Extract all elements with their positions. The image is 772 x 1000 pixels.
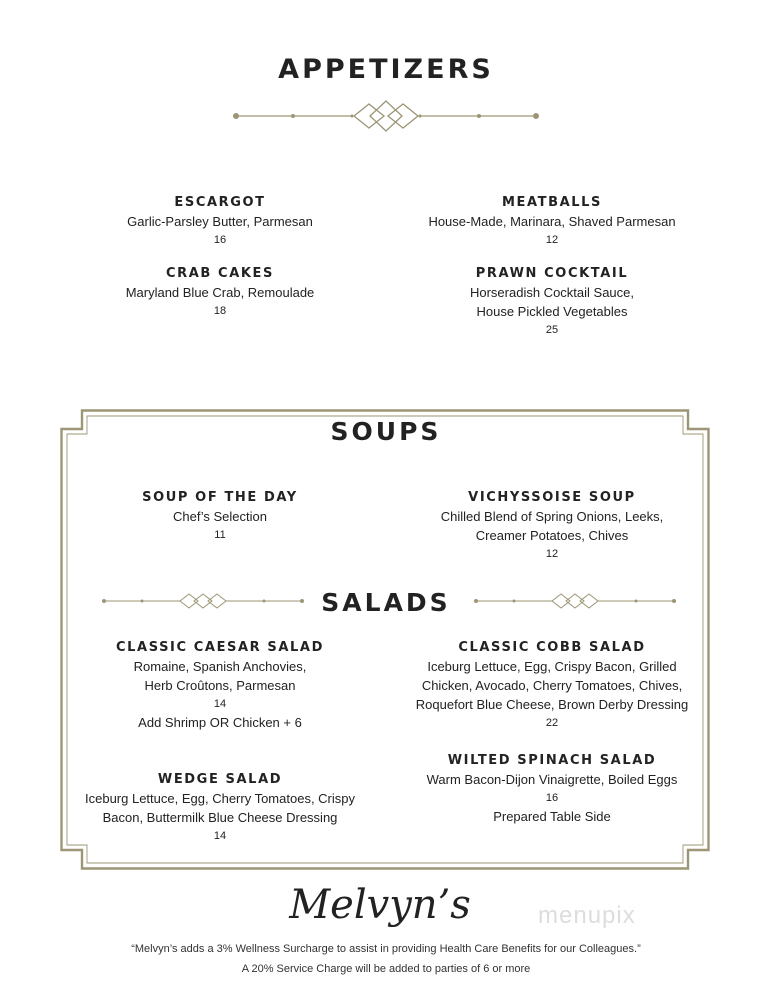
menu-item-vichyssoise-soup — [372, 489, 732, 563]
menu-item-wilted-spinach-salad — [372, 752, 732, 826]
item-price: 14 — [213, 830, 227, 842]
item-description: Chicken, Avocado, Cherry Tomatoes, Chives, — [421, 678, 683, 693]
item-description: Garlic-Parsley Butter, Parmesan — [127, 214, 313, 229]
appetizers-title: APPETIZERS — [278, 54, 494, 85]
item-name: CRAB CAKES — [166, 266, 274, 281]
salads-title: SALADS — [321, 588, 451, 617]
menu-item-classic-caesar-salad — [40, 639, 400, 732]
item-name: PRAWN COCKTAIL — [475, 266, 629, 281]
menu-item-soup-of-the-day — [40, 489, 400, 544]
item-description: Herb Croûtons, Parmesan — [144, 678, 296, 693]
item-name: SOUP OF THE DAY — [142, 490, 298, 505]
item-description: House-Made, Marinara, Shaved Parmesan — [428, 214, 676, 229]
footer-service-charge-note: A 20% Service Charge will be added to parties of 6 or more — [241, 963, 531, 975]
item-note: Prepared Table Side — [493, 809, 611, 824]
menu-item-classic-cobb-salad — [372, 639, 732, 732]
footer-surcharge-note: “Melvyn’s adds a 3% Wellness Surcharge to assist in providing Health Care Benefits for our Colleagues.” — [131, 943, 641, 955]
item-price: 16 — [213, 234, 227, 246]
item-price: 12 — [545, 234, 559, 246]
menu-item-escargot — [40, 194, 400, 249]
item-price: 18 — [213, 305, 227, 317]
item-price: 22 — [545, 717, 559, 729]
item-description: Roquefort Blue Cheese, Brown Derby Dressing — [415, 697, 689, 712]
menu-item-crab-cakes — [40, 265, 400, 320]
menu-item-meatballs — [372, 194, 732, 249]
soups-title: SOUPS — [330, 417, 442, 446]
item-name: WEDGE SALAD — [157, 772, 283, 787]
item-description: Warm Bacon-Dijon Vinaigrette, Boiled Eggs — [426, 772, 678, 787]
item-name: WILTED SPINACH SALAD — [447, 753, 657, 768]
ornament-divider-right — [472, 590, 678, 612]
menu-item-prawn-cocktail — [372, 265, 732, 339]
item-description: Iceburg Lettuce, Egg, Cherry Tomatoes, Crispy — [85, 791, 355, 806]
item-description: Bacon, Buttermilk Blue Cheese Dressing — [102, 810, 338, 825]
restaurant-logo: Melvyn’s — [289, 882, 471, 928]
item-description: Iceburg Lettuce, Egg, Crispy Bacon, Grilled — [427, 659, 677, 674]
item-description: Horseradish Cocktail Sauce, — [469, 285, 635, 300]
item-description: Chef’s Selection — [173, 509, 267, 524]
item-name: MEATBALLS — [501, 195, 603, 210]
item-description: Chilled Blend of Spring Onions, Leeks, — [440, 509, 664, 524]
item-description: Creamer Potatoes, Chives — [475, 528, 629, 543]
item-description: House Pickled Vegetables — [476, 304, 628, 319]
watermark: menupix — [538, 902, 636, 929]
menu-item-wedge-salad — [40, 771, 400, 845]
item-price: 25 — [545, 324, 559, 336]
item-price: 14 — [213, 698, 227, 710]
item-name: CLASSIC COBB SALAD — [458, 640, 646, 655]
item-name: VICHYSSOISE SOUP — [468, 490, 636, 505]
item-price: 11 — [214, 529, 226, 541]
item-description: Romaine, Spanish Anchovies, — [133, 659, 307, 674]
ornament-divider — [230, 96, 542, 136]
item-price: 12 — [545, 548, 559, 560]
item-price: 16 — [545, 792, 559, 804]
item-addon: Add Shrimp OR Chicken + 6 — [138, 715, 302, 730]
item-name: ESCARGOT — [174, 195, 266, 210]
item-name: CLASSIC CAESAR SALAD — [116, 640, 324, 655]
item-description: Maryland Blue Crab, Remoulade — [125, 285, 315, 300]
